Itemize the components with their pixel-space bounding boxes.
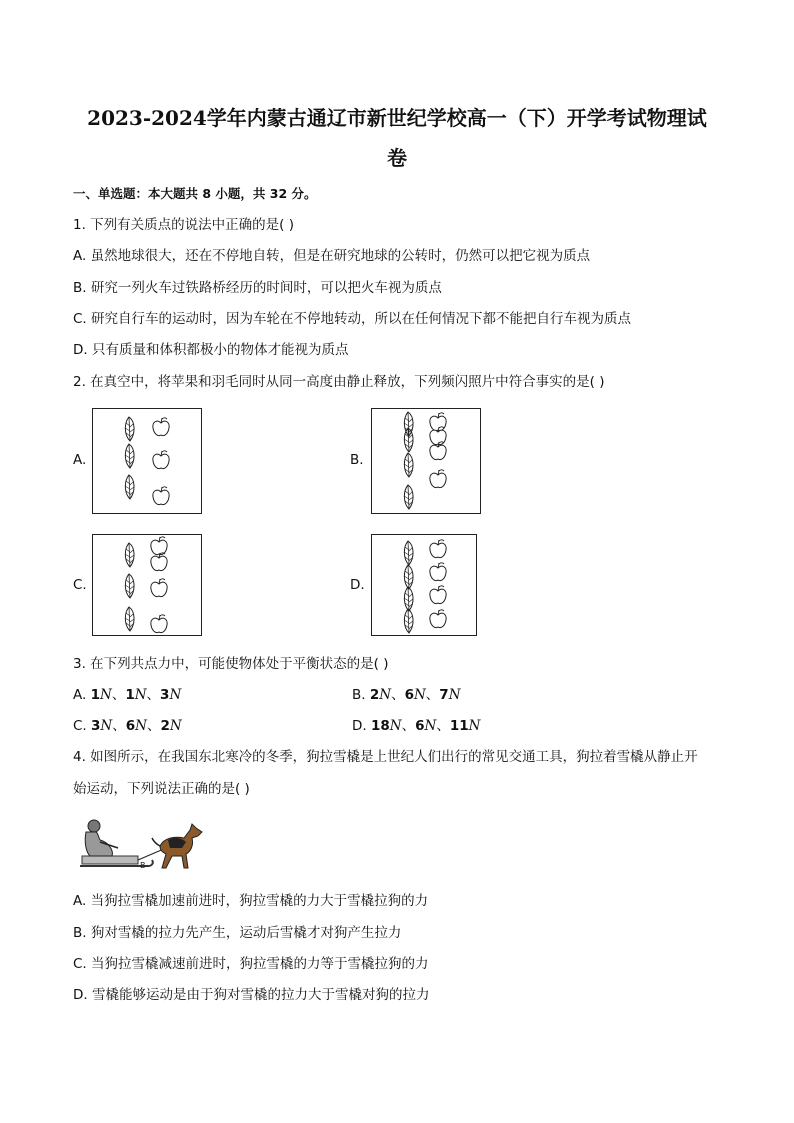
question-1-option-c: C. 研究自行车的运动时，因为车轮在不停地转动，所以在任何情况下都不能把自行车视为质点 bbox=[73, 311, 632, 327]
dog-sled-illustration bbox=[78, 816, 204, 874]
question-3-stem: 3. 在下列共点力中，可能使物体处于平衡状态的是( ) bbox=[73, 656, 389, 672]
section-heading: 一、单选题：本大题共 8 小题，共 32 分。 bbox=[73, 186, 317, 201]
question-4-option-a: A. 当狗拉雪橇加速前进时，狗拉雪橇的力大于雪橇拉狗的力 bbox=[73, 893, 429, 909]
question-4-stem: 4. 如图所示，在我国东北寒冷的冬季，狗拉雪橇是上世纪人们出行的常见交通工具，狗拉着雪橇从静止开 bbox=[73, 749, 698, 765]
question-2-figure-c bbox=[92, 534, 202, 636]
question-1-stem: 1. 下列有关质点的说法中正确的是( ) bbox=[73, 217, 294, 233]
question-3-option-d: D. 18N、6N、11N bbox=[352, 718, 481, 734]
question-1-option-a: A. 虽然地球很大，还在不停地自转，但是在研究地球的公转时，仍然可以把它视为质点 bbox=[73, 248, 591, 264]
question-3-option-a: A. 1N、1N、3N bbox=[73, 687, 182, 703]
exam-title-continued: 卷 bbox=[387, 146, 407, 170]
question-2-label-a: A. bbox=[73, 452, 87, 468]
question-3-option-b: B. 2N、6N、7N bbox=[352, 687, 461, 703]
question-4-stem-continued: 始运动，下列说法正确的是( ) bbox=[73, 781, 250, 797]
question-2-figure-a bbox=[92, 408, 202, 514]
question-2-figure-d bbox=[371, 534, 477, 636]
exam-title: 2023-2024学年内蒙古通辽市新世纪学校高一（下）开学考试物理试 bbox=[87, 106, 707, 130]
question-1-option-b: B. 研究一列火车过铁路桥经历的时间时，可以把火车视为质点 bbox=[73, 280, 442, 296]
svg-text:B: B bbox=[140, 861, 146, 870]
question-2-stem: 2. 在真空中，将苹果和羽毛同时从同一高度由静止释放，下列频闪照片中符合事实的是( ) bbox=[73, 374, 605, 390]
question-2-label-d: D. bbox=[350, 577, 365, 593]
question-3-option-c: C. 3N、6N、2N bbox=[73, 718, 182, 734]
question-4-option-c: C. 当狗拉雪橇减速前进时，狗拉雪橇的力等于雪橇拉狗的力 bbox=[73, 956, 429, 972]
question-4-option-b: B. 狗对雪橇的拉力先产生，运动后雪橇才对狗产生拉力 bbox=[73, 925, 402, 941]
question-2-label-c: C. bbox=[73, 577, 87, 593]
question-2-label-b: B. bbox=[350, 452, 364, 468]
question-1-option-d: D. 只有质量和体积都极小的物体才能视为质点 bbox=[73, 342, 349, 358]
question-2-figure-b bbox=[371, 408, 481, 514]
question-4-option-d: D. 雪橇能够运动是由于狗对雪橇的拉力大于雪橇对狗的拉力 bbox=[73, 987, 430, 1003]
